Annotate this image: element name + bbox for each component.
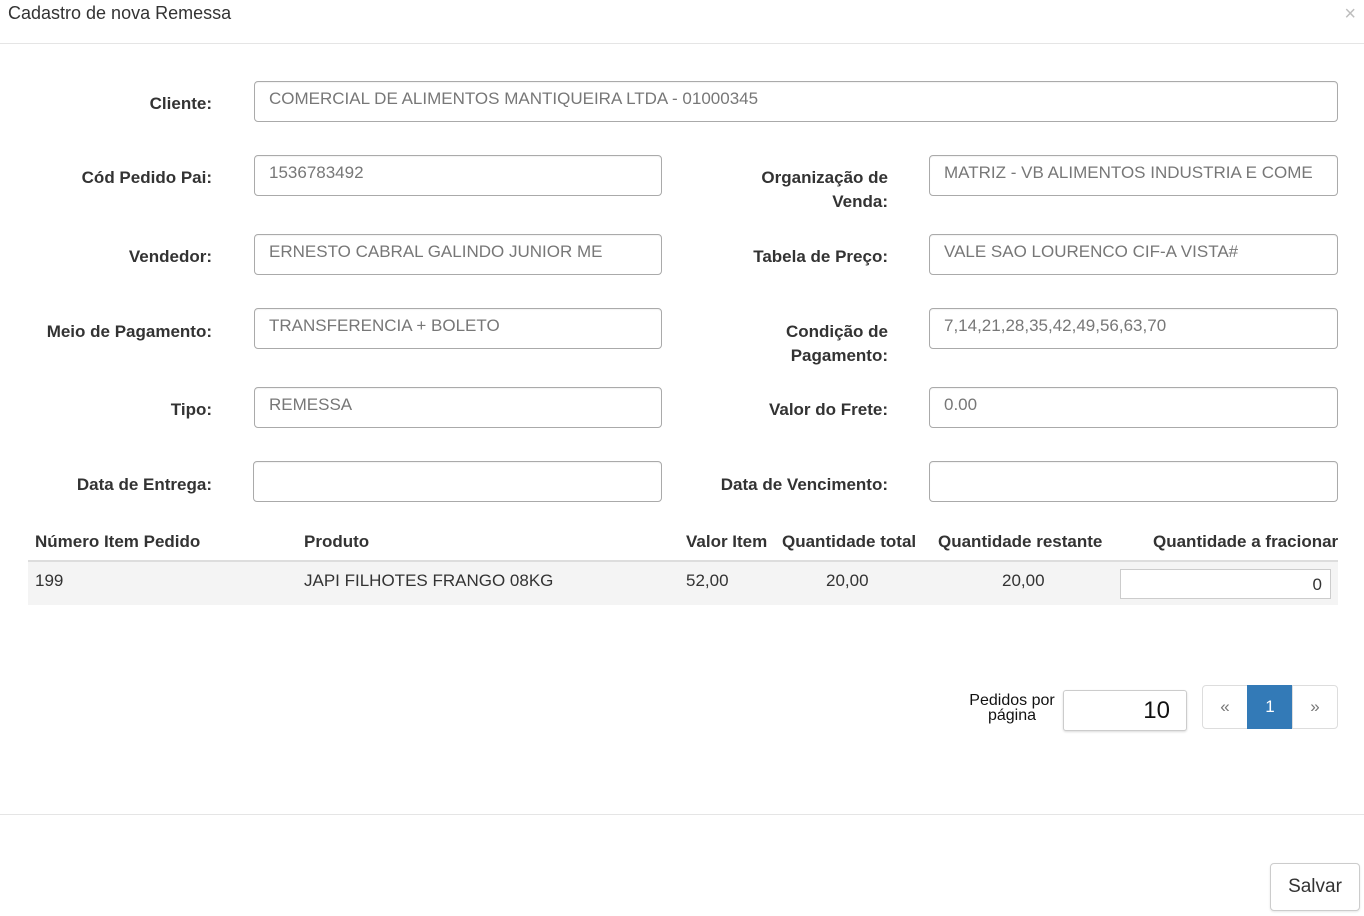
label-data-entrega: Data de Entrega: (76, 475, 212, 494)
vendedor-field[interactable]: ERNESTO CABRAL GALINDO JUNIOR ME (254, 234, 662, 275)
label-condicao-pagamento (700, 320, 888, 368)
close-icon[interactable]: × (1344, 3, 1356, 25)
cell-produto: JAPI FILHOTES FRANGO 08KG (304, 571, 554, 590)
col-header-qtd-restante: Quantidade restante (938, 532, 1103, 551)
col-header-qtd-total: Quantidade total (782, 532, 917, 551)
col-header-qtd-fracionar: Quantidade a fracionar (1153, 532, 1339, 551)
col-header-valor-item: Valor Item (686, 532, 768, 551)
condicao-pagamento-field[interactable]: 7,14,21,28,35,42,49,56,63,70 (929, 308, 1338, 349)
footer-divider (0, 814, 1364, 815)
tipo-field[interactable]: REMESSA (254, 387, 662, 428)
data-entrega-field[interactable] (253, 461, 662, 502)
label-organizacao-venda-line2: Venda: (832, 192, 888, 211)
label-meio-pagamento: Meio de Pagamento: (46, 322, 212, 341)
label-tabela-preco: Tabela de Preço: (753, 247, 888, 266)
meio-pagamento-field[interactable]: TRANSFERENCIA + BOLETO (254, 308, 662, 349)
modal-header (0, 0, 1364, 44)
cell-qtd-restante: 20,00 (1002, 571, 1045, 590)
save-button[interactable]: Salvar (1270, 863, 1360, 911)
label-cod-pedido-pai: Cód Pedido Pai: (81, 168, 212, 187)
cliente-field[interactable]: COMERCIAL DE ALIMENTOS MANTIQUEIRA LTDA - 01000345 (254, 81, 1338, 122)
organizacao-venda-field[interactable]: MATRIZ - VB ALIMENTOS INDUSTRIA E COME (929, 155, 1338, 196)
label-data-vencimento: Data de Vencimento: (720, 475, 888, 494)
label-tipo: Tipo: (170, 400, 212, 419)
valor-frete-field[interactable]: 0.00 (929, 387, 1338, 428)
next-page-button[interactable]: » (1292, 685, 1338, 729)
data-vencimento-field[interactable] (929, 461, 1338, 502)
per-page-label (960, 693, 1064, 723)
label-organizacao-venda-line1: Organização de (761, 168, 888, 187)
label-valor-frete: Valor do Frete: (768, 400, 888, 419)
per-page-label-line2: página (987, 707, 1037, 724)
label-organizacao-venda (700, 166, 888, 214)
label-vendedor: Vendedor: (128, 247, 212, 266)
col-header-numero-item: Número Item Pedido (35, 532, 201, 551)
label-cliente: Cliente: (149, 94, 212, 113)
col-header-produto: Produto (304, 532, 370, 551)
per-page-label-line1: Pedidos por (969, 692, 1055, 709)
tabela-preco-field[interactable]: VALE SAO LOURENCO CIF-A VISTA# (929, 234, 1338, 275)
prev-page-button[interactable]: « (1202, 685, 1248, 729)
label-condicao-pagamento-line1: Condição de (785, 322, 888, 341)
per-page-input[interactable]: 10 (1063, 690, 1187, 731)
label-condicao-pagamento-line2: Pagamento: (790, 346, 888, 365)
cod-pedido-pai-field[interactable]: 1536783492 (254, 155, 662, 196)
page-1-button[interactable]: 1 (1247, 685, 1293, 729)
cell-valor-item: 52,00 (686, 571, 729, 590)
qtd-fracionar-input[interactable]: 0 (1120, 569, 1331, 599)
cell-numero-item: 199 (35, 571, 64, 590)
cell-qtd-total: 20,00 (826, 571, 869, 590)
pagination (1202, 685, 1338, 729)
modal-title: Cadastro de nova Remessa (8, 3, 232, 23)
